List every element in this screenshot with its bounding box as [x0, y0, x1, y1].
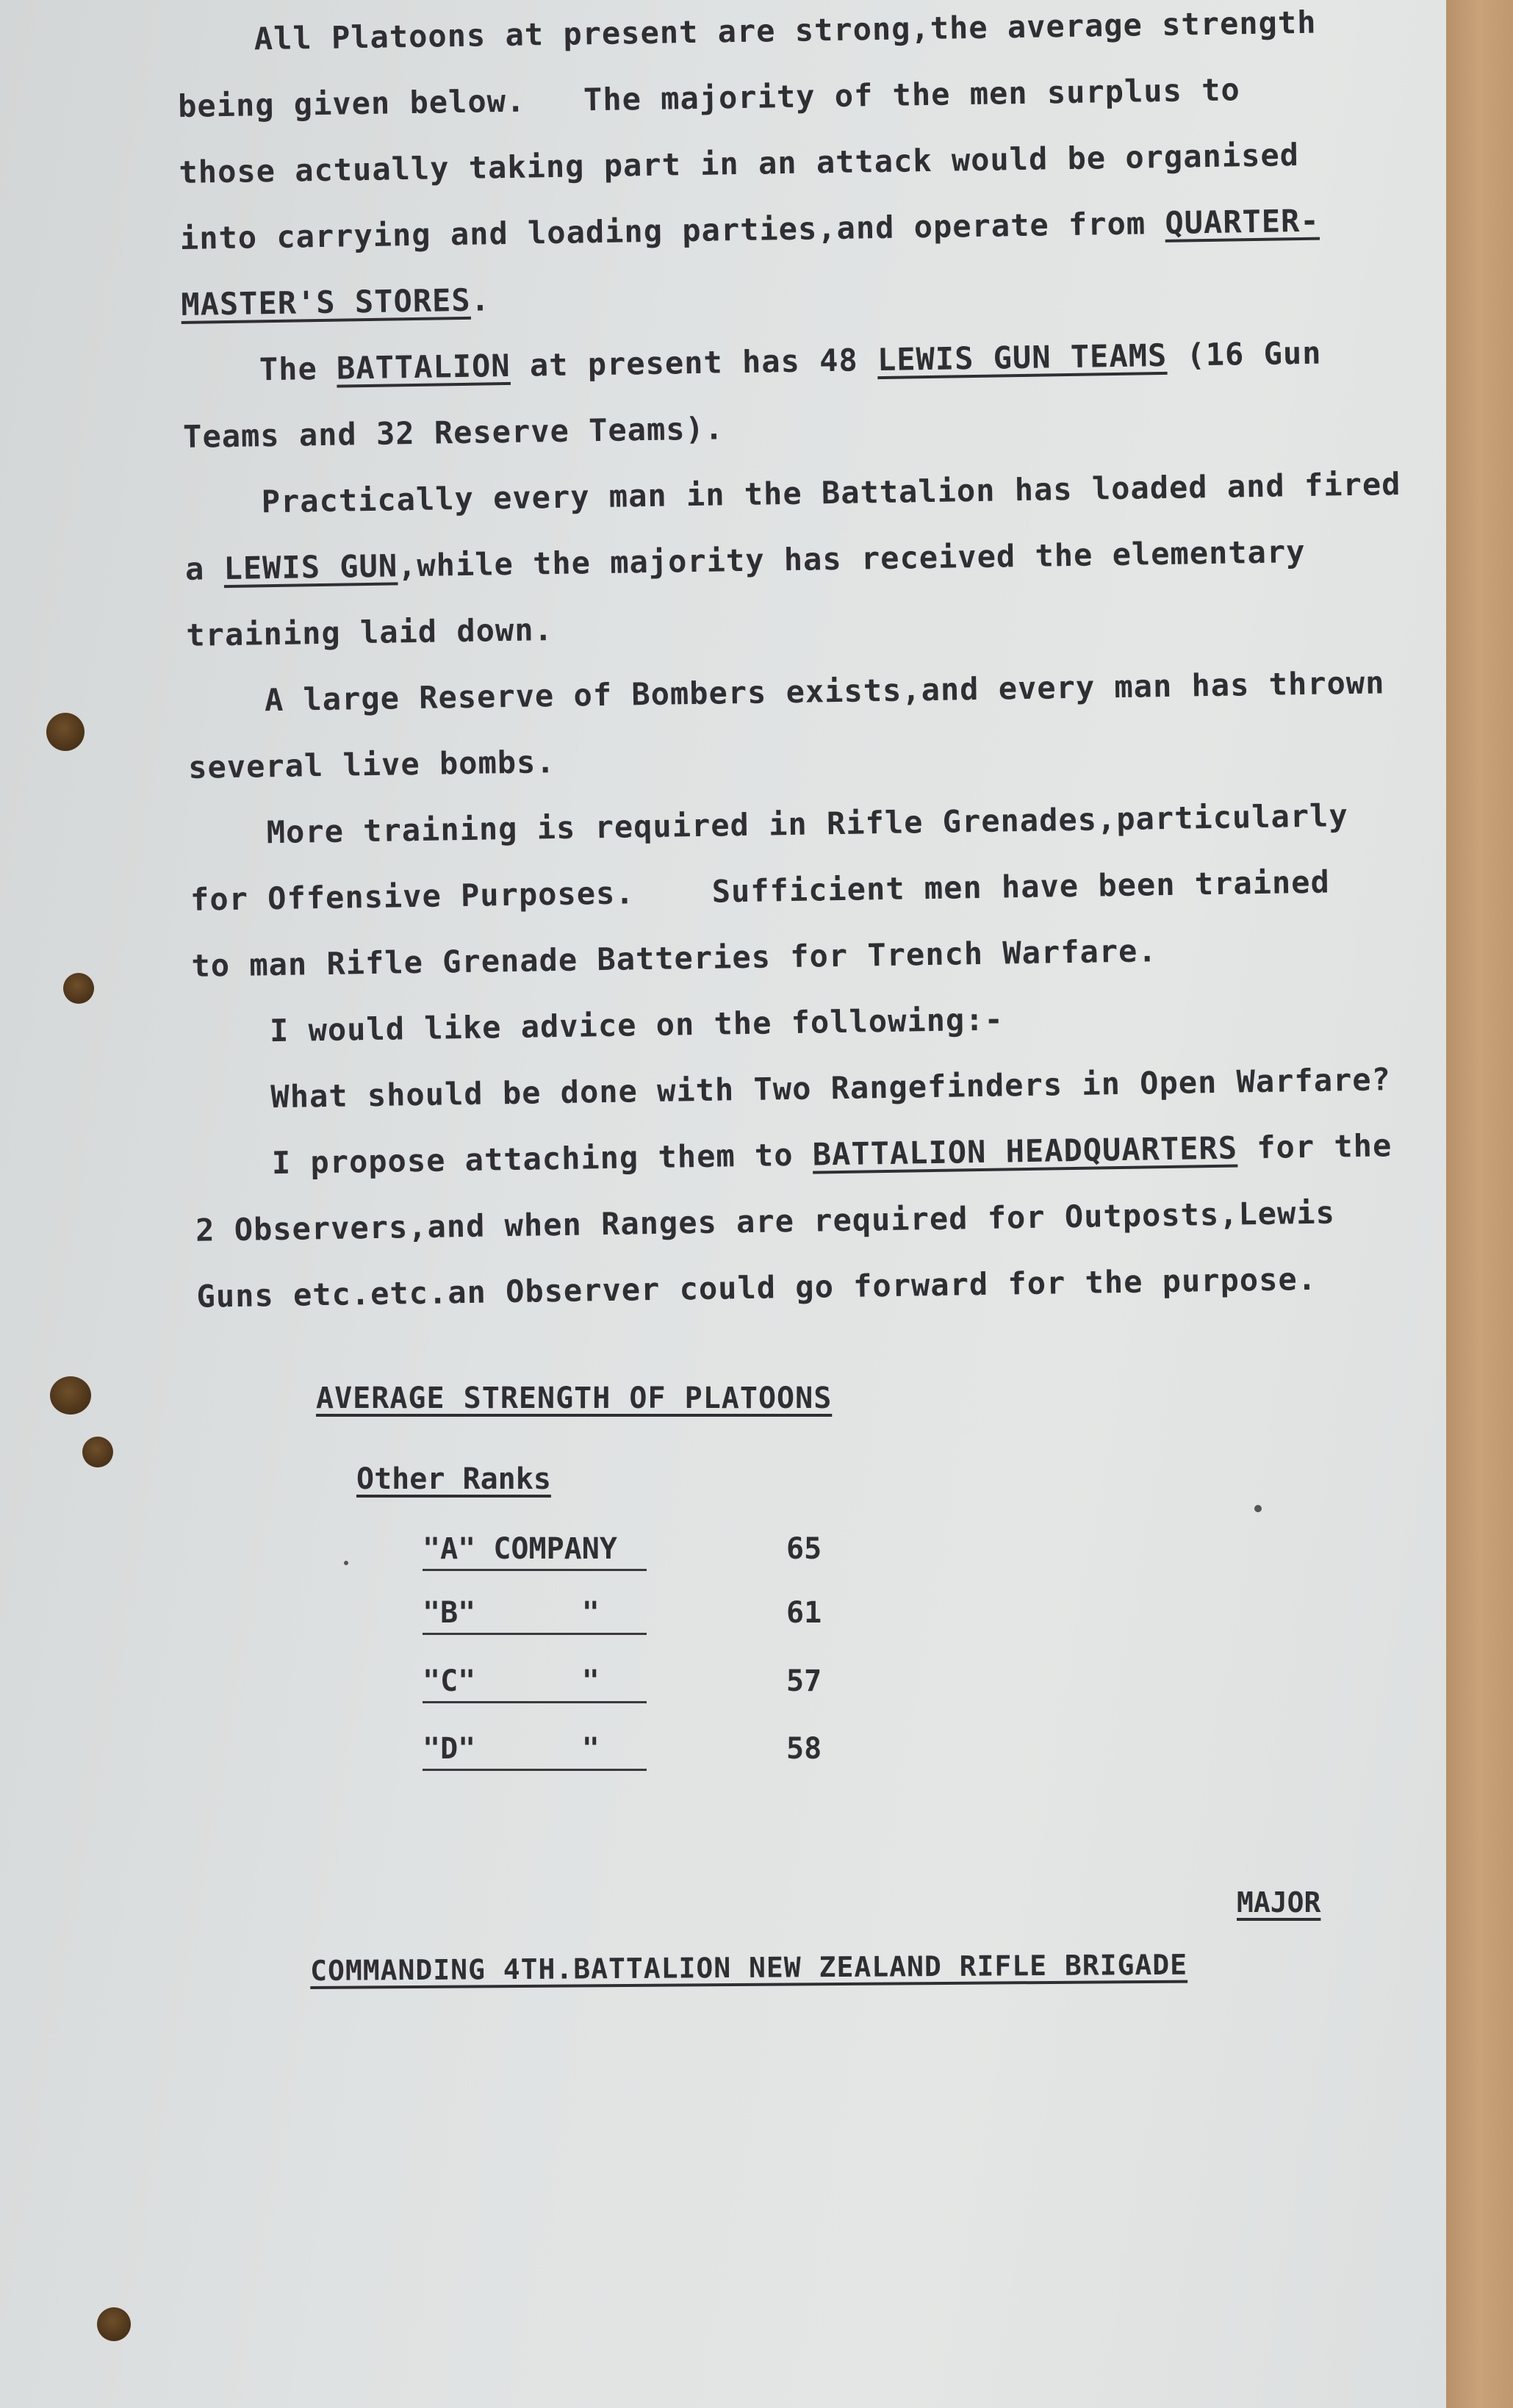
table-row	[423, 1532, 937, 1576]
battalion-underlined: BATTALION	[336, 347, 511, 387]
text-segment: into carrying and loading parties,and operate from	[179, 204, 1165, 256]
strength-value: 58	[786, 1732, 822, 1766]
quartermaster-underlined: QUARTER-	[1164, 202, 1320, 241]
text-line: More training is required in Rifle Grenades,particularly	[189, 797, 1349, 852]
company-label: "A" COMPANY	[423, 1532, 647, 1571]
text-line: being given below. The majority of the men surplus to	[177, 71, 1241, 124]
lewis-gun-teams-underlined: LEWIS GUN TEAMS	[877, 337, 1168, 378]
signature-rank: MAJOR	[1237, 1886, 1321, 1919]
text-line: to man Rifle Grenade Batteries for Trench Warfare.	[191, 932, 1158, 984]
table-subtitle: Other Ranks	[356, 1462, 551, 1496]
text-segment: at present has 48	[510, 342, 878, 384]
text-segment: The	[182, 350, 337, 389]
text-line: Guns etc.etc.an Observer could go forward for the purpose.	[196, 1260, 1318, 1315]
company-label: "C" "	[423, 1664, 647, 1703]
table-title: AVERAGE STRENGTH OF PLATOONS	[316, 1381, 833, 1415]
lewis-gun-underlined: LEWIS GUN	[223, 547, 398, 587]
company-label: "D" "	[423, 1732, 647, 1771]
punch-hole-3	[50, 1376, 91, 1415]
text-line: Practically every man in the Battalion has loaded and fired	[184, 465, 1401, 521]
text-segment: I propose attaching them to	[194, 1136, 813, 1182]
body-text	[176, 0, 1461, 1330]
punch-hole-1	[46, 713, 85, 751]
table-row	[423, 1664, 937, 1708]
punch-hole-4	[82, 1437, 113, 1467]
ink-speck	[1254, 1505, 1262, 1512]
table-row	[423, 1732, 937, 1776]
ink-speck	[344, 1561, 348, 1565]
company-label: "B" "	[423, 1596, 647, 1635]
text-segment: for the	[1237, 1127, 1392, 1166]
text-line: 2 Observers,and when Ranges are required for Outposts,Lewis	[195, 1194, 1336, 1248]
strength-value: 61	[786, 1596, 822, 1630]
battalion-headquarters-underlined: BATTALION HEADQUARTERS	[812, 1129, 1238, 1173]
text-line: A large Reserve of Bombers exists,and every man has thrown	[187, 664, 1385, 719]
text-line: Teams and 32 Reserve Teams).	[182, 410, 725, 455]
punch-hole-2	[63, 973, 94, 1004]
text-segment: ,while the majority has received the elementary	[397, 533, 1306, 584]
text-line: I would like advice on the following:-	[192, 1001, 1005, 1050]
table-row	[423, 1596, 937, 1640]
strength-value: 65	[786, 1532, 822, 1566]
text-line: What should be done with Two Rangefinders in Open Warfare?	[193, 1061, 1392, 1116]
text-segment: .	[470, 281, 491, 318]
text-line: those actually taking part in an attack would be organised	[179, 137, 1300, 190]
text-segment: (16 Gun	[1166, 334, 1322, 373]
stores-underlined: MASTER'S STORES	[180, 281, 471, 323]
text-line: several live bombs.	[187, 744, 556, 786]
punch-hole-5	[97, 2307, 131, 2341]
strength-value: 57	[786, 1664, 822, 1698]
text-segment: a	[184, 550, 224, 587]
text-line: for Offensive Purposes. Sufficient men have been trained	[190, 863, 1331, 918]
signature-unit: COMMANDING 4TH.BATTALION NEW ZEALAND RIFLE BRIGADE	[310, 1948, 1188, 1987]
text-line: All Platoons at present are strong,the average strength	[176, 4, 1317, 58]
text-line: training laid down.	[186, 611, 554, 653]
